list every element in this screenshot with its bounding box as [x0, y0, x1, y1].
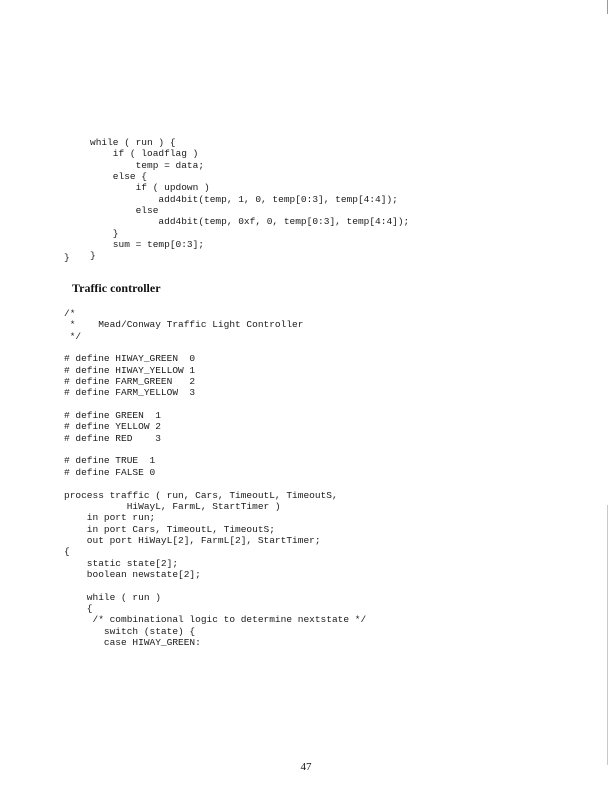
code-line: # define GREEN 1 [64, 410, 161, 422]
code-line: else { [90, 171, 148, 183]
page-number: 47 [300, 761, 312, 773]
code-line: # define FARM_YELLOW 3 [64, 387, 196, 399]
code-line: case HIWAY_GREEN: [64, 636, 201, 648]
code-line: while ( run ) [64, 591, 161, 603]
code-line: sum = temp[0:3]; [90, 239, 205, 251]
code-line [64, 580, 366, 591]
code-line [64, 399, 366, 410]
code-block-traffic-controller [64, 308, 366, 648]
code-line: # define HIWAY_GREEN 0 [64, 353, 196, 365]
scan-edge-mark [607, 505, 608, 765]
code-line: { [64, 546, 70, 558]
code-line: # define FALSE 0 [64, 466, 156, 478]
code-block-counter-loop [90, 137, 409, 262]
code-line: temp = data; [90, 159, 205, 171]
code-line: # define RED 3 [64, 432, 161, 444]
section-heading: Traffic controller [72, 281, 161, 295]
code-line: /* [64, 308, 76, 319]
code-line: /* combinational logic to determine nextstate */ [64, 614, 367, 626]
code-line [64, 444, 366, 455]
code-line: boolean newstate[2]; [64, 568, 201, 580]
code-line [64, 478, 366, 489]
code-line: */ [64, 330, 82, 342]
scan-edge-mark [607, 0, 608, 14]
code-line: while ( run ) { [90, 137, 176, 148]
code-line: process traffic ( run, Cars, TimeoutL, TimeoutS, [64, 489, 338, 501]
code-line: out port HiWayL[2], FarmL[2], StartTimer; [64, 534, 321, 546]
code-line: } [90, 227, 119, 239]
code-line: else [90, 205, 159, 217]
code-line: } [90, 250, 96, 262]
code-closing-brace: } [64, 252, 70, 263]
code-line: # define FARM_GREEN 2 [64, 376, 196, 388]
code-line: # define YELLOW 2 [64, 421, 161, 433]
code-line: HiWayL, FarmL, StartTimer ) [64, 500, 281, 512]
code-line: { [64, 602, 93, 614]
code-line: in port Cars, TimeoutL, TimeoutS; [64, 523, 275, 535]
code-line: add4bit(temp, 1, 0, temp[0:3], temp[4:4]); [90, 193, 398, 205]
code-line: * Mead/Conway Traffic Light Controller [64, 319, 304, 331]
code-line: static state[2]; [64, 557, 179, 569]
code-line: switch (state) { [64, 625, 196, 637]
code-line: # define HIWAY_YELLOW 1 [64, 364, 196, 376]
code-line: # define TRUE 1 [64, 455, 156, 467]
code-line: in port run; [64, 512, 156, 524]
code-line: if ( loadflag ) [90, 148, 199, 160]
code-line: add4bit(temp, 0xf, 0, temp[0:3], temp[4:4]); [90, 216, 410, 228]
code-line: if ( updown ) [90, 182, 210, 194]
code-line [64, 342, 366, 353]
